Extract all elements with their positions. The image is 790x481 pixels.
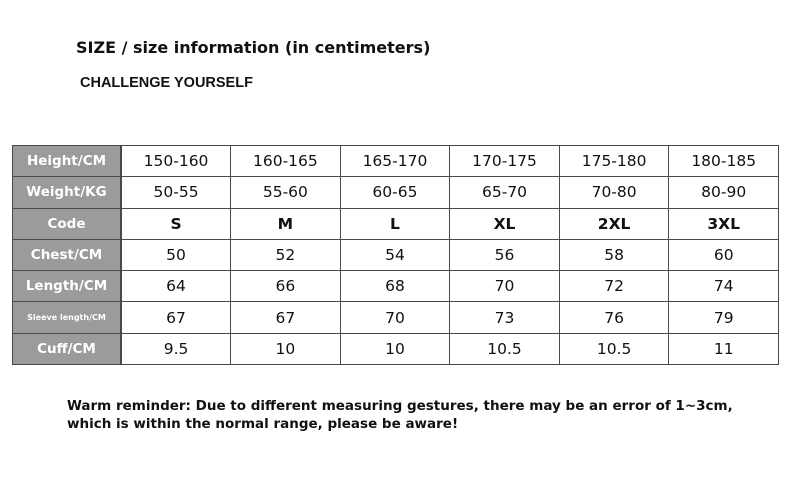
table-row-chest [13,239,779,270]
size-chart-table [12,145,779,365]
table-cell: 52 [231,239,341,270]
table-row-cuff [13,333,779,364]
table-cell: 175-180 [559,146,669,177]
row-label-length: Length/CM [13,271,122,302]
row-label-code: Code [13,208,122,239]
table-cell: 67 [121,302,231,333]
row-label-sleeve-length: Sleeve length/CM [13,302,122,333]
table-cell: 66 [231,271,341,302]
table-cell: 67 [231,302,341,333]
table-cell: 60-65 [340,177,450,208]
table-cell: 80-90 [669,177,779,208]
table-row-length [13,271,779,302]
table-cell: 58 [559,239,669,270]
table-cell: 72 [559,271,669,302]
table-cell: 50-55 [121,177,231,208]
table-cell: 2XL [559,208,669,239]
table-row-sleeve-length [13,302,779,333]
table-cell: 10.5 [559,333,669,364]
table-cell: 70-80 [559,177,669,208]
table-cell: 65-70 [450,177,560,208]
table-cell: 165-170 [340,146,450,177]
table-cell: M [231,208,341,239]
table-cell: 3XL [669,208,779,239]
table-cell: 55-60 [231,177,341,208]
table-cell: 60 [669,239,779,270]
table-cell: 10 [231,333,341,364]
table-cell: 11 [669,333,779,364]
page-subtitle: CHALLENGE YOURSELF [80,75,253,91]
table-cell: XL [450,208,560,239]
table-cell: 10.5 [450,333,560,364]
table-cell: 73 [450,302,560,333]
table-row-height [13,146,779,177]
table-cell: 50 [121,239,231,270]
table-cell: S [121,208,231,239]
page-title: SIZE / size information (in centimeters) [76,38,431,57]
table-cell: 74 [669,271,779,302]
table-cell: 70 [450,271,560,302]
table-row-weight [13,177,779,208]
table-cell: 56 [450,239,560,270]
warm-reminder-note: Warm reminder: Due to different measuring gestures, there may be an error of 1~3cm, which is within the normal range, please be aware! [67,398,733,432]
table-cell: 10 [340,333,450,364]
row-label-weight: Weight/KG [13,177,122,208]
table-cell: 180-185 [669,146,779,177]
table-cell: 9.5 [121,333,231,364]
row-label-cuff: Cuff/CM [13,333,122,364]
table-row-code [13,208,779,239]
row-label-chest: Chest/CM [13,239,122,270]
table-cell: 150-160 [121,146,231,177]
table-cell: 64 [121,271,231,302]
table-cell: 170-175 [450,146,560,177]
row-label-height: Height/CM [13,146,122,177]
table-cell: 54 [340,239,450,270]
table-cell: L [340,208,450,239]
table-cell: 70 [340,302,450,333]
table-cell: 76 [559,302,669,333]
table-cell: 68 [340,271,450,302]
table-cell: 160-165 [231,146,341,177]
table-cell: 79 [669,302,779,333]
